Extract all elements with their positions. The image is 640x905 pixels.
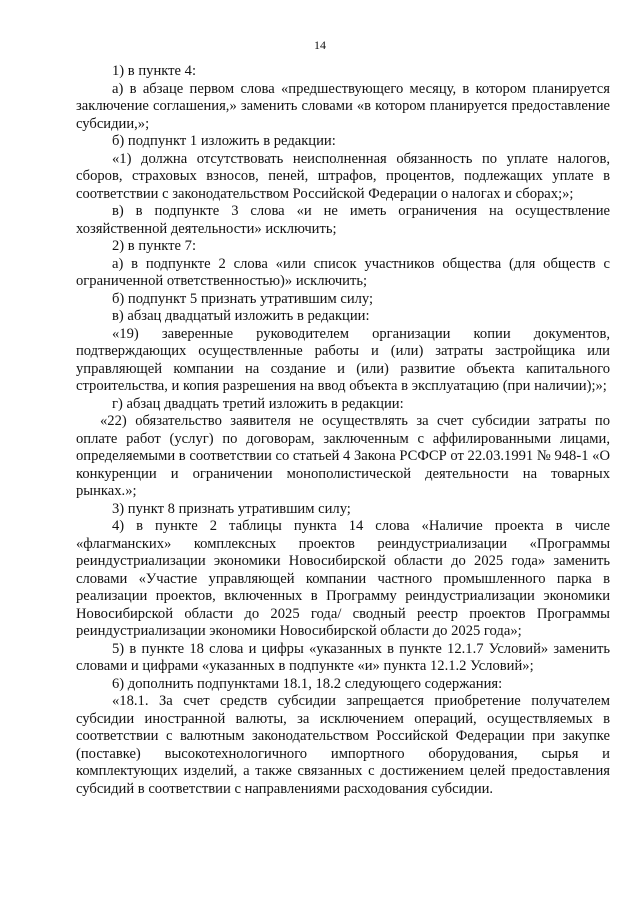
paragraph: в) в подпункте 3 слова «и не иметь ограничения на осуществление хозяйственной деятельности» исключить; (76, 203, 610, 237)
paragraph: б) подпункт 5 признать утратившим силу; (112, 290, 374, 307)
paragraph: «19) заверенные руководителем организации копии документов, подтверждающих осуществленные работы и (или) затраты застройщика или управляющей компании на создание и (или) развитие объекта капитального строительства, и копия разрешения на ввод объекта в эксплуатацию (при наличии);»; (76, 325, 610, 394)
page-number: 14 (314, 38, 326, 52)
paragraph: 1) в пункте 4: (112, 63, 197, 79)
paragraph: б) подпункт 1 изложить в редакции: (112, 133, 336, 149)
paragraph: «22) обязательство заявителя не осуществлять за счет субсидии затраты по оплате работ (услуг) по договорам, заключенным с аффилированными лицами, определяемыми в соответствии со статьей 4 Закона РСФСР от 22.03.1991 № 948-1 «О конкуренции и ограничении монополистической деятельности на товарных рынках.»; (76, 413, 610, 499)
paragraph: 2) в пункте 7: (112, 238, 197, 254)
paragraph: «1) должна отсутствовать неисполненная обязанность по уплате налогов, сборов, страховых взносов, пеней, штрафов, процентов, подлежащих уплате в соответствии с законодательством Российской Федерации о налогах и сборах;»; (76, 150, 610, 202)
paragraph: в) абзац двадцатый изложить в редакции: (112, 308, 370, 324)
paragraph: 4) в пункте 2 таблицы пункта 14 слова «Наличие проекта в числе «флагманских» комплексных проектов реиндустриализации «Программы реиндустриализации экономики Новосибирской области до 2025 года» заменить словами «Участие управляющей компании частного промышленного парка в реализации проектов, включенных в Программу реиндустриализации экономики Новосибирской области до 2025 года/ сводный реестр проектов Программы реиндустриализации экономики Новосибирской области до 2025 года»; (76, 518, 610, 639)
paragraph: 3) пункт 8 признать утратившим силу; (112, 500, 351, 517)
paragraph: г) абзац двадцать третий изложить в редакции: (112, 395, 404, 412)
paragraph: а) в подпункте 2 слова «или список участников общества (для обществ с ограниченной ответственностью)» исключить; (76, 255, 610, 289)
paragraph: а) в абзаце первом слова «предшествующего месяцу, в котором планируется заключение соглашения,» заменить словами «в котором планируется предоставление субсидии,»; (76, 80, 610, 132)
paragraph: 6) дополнить подпунктами 18.1, 18.2 следующего содержания: (112, 675, 503, 692)
paragraph: «18.1. За счет средств субсидии запрещается приобретение получателем субсидии иностранной валюты, за исключением операций, осуществляемых в соответствии с валютным законодательством Российской Федерации при закупке (поставке) высокотехнологичного импортного оборудования, сырья и комплектующих изделий, а также связанных с достижением целей предоставления субсидий в соответствии с направлениями расходования субсидии. (76, 693, 610, 797)
document-body (76, 63, 610, 798)
paragraph: 5) в пункте 18 слова и цифры «указанных в пункте 12.1.7 Условий» заменить словами и цифрами «указанных в подпункте «и» пункта 12.1.2 Условий»; (76, 640, 610, 674)
